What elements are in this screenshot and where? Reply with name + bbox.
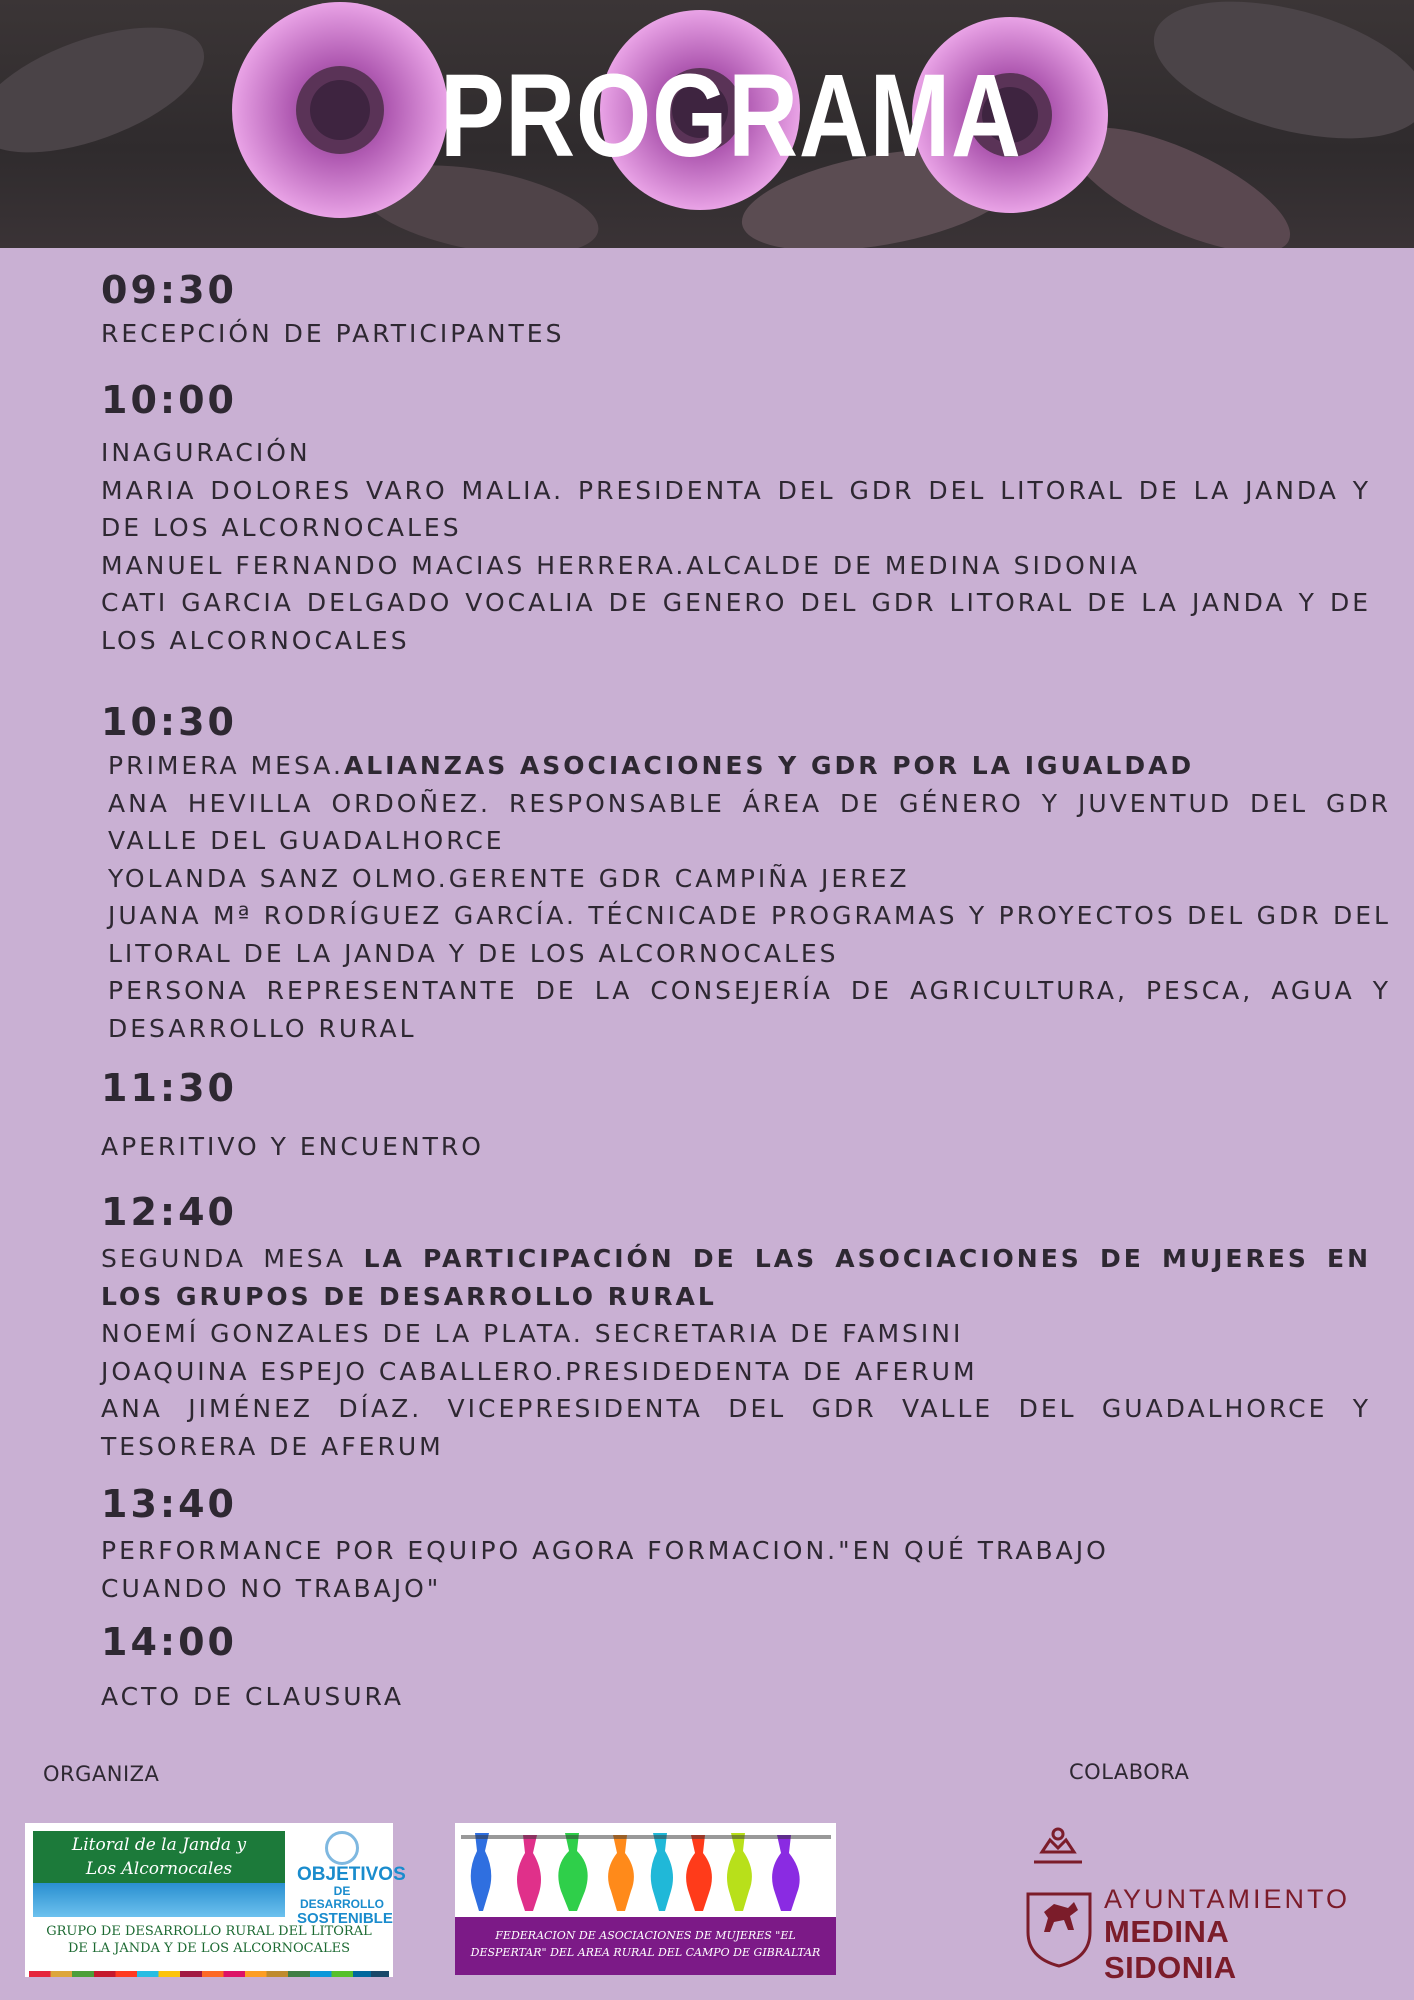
un-emblem-icon [325,1831,359,1865]
time-label: 11:30 [101,1066,237,1110]
item-line: NOEMÍ GONZALES DE LA PLATA. SECRETARIA DE FAMSINI [101,1319,964,1348]
federacion-line: FEDERACION DE ASOCIACIONES DE MUJERES "EL [495,1929,796,1942]
sdg-color-stripe [29,1971,389,1977]
item-line: CATI GARCIA DELGADO VOCALIA DE GENERO DEL GDR LITORAL DE LA JANDA Y DE LOS ALCORNOCALES [101,588,1371,655]
item-line: APERITIVO Y ENCUENTRO [101,1132,484,1161]
time-label: 12:40 [101,1190,237,1234]
item-line: MARIA DOLORES VARO MALIA. PRESIDENTA DEL GDR DEL LITORAL DE LA JANDA Y DE LOS ALCORNOCALES [101,475,1371,542]
colabora-label: COLABORA [1069,1760,1190,1784]
wave-graphic [33,1883,285,1917]
table-title-line [101,1240,1371,1315]
item-line: ANA HEVILLA ORDOÑEZ. RESPONSABLE ÁREA DE GÉNERO Y JUVENTUD DEL GDR VALLE DEL GUADALHORCE [108,788,1391,855]
program-item-1030 [101,700,1391,1047]
item-line: JOAQUINA ESPEJO CABALLERO.PRESIDEDENTA DE AFERUM [101,1356,978,1386]
ods-text: OBJETIVOS [297,1864,406,1885]
item-line: YOLANDA SANZ OLMO.GERENTE GDR CAMPIÑA JEREZ [108,863,910,893]
program-item-1130 [101,1066,1371,1166]
ods-logo [297,1831,406,1927]
page-title: PROGRAMA [439,50,1022,182]
item-line: MANUEL FERNANDO MACIAS HERRERA.ALCALDE DE MEDINA SIDONIA [101,550,1140,580]
gdr-name [33,1831,285,1883]
ayuntamiento-line1: AYUNTAMIENTO [1104,1884,1351,1914]
item-line: CUANDO NO TRABAJO" [101,1573,442,1603]
table-title-line [108,747,1391,785]
program-item-1000 [101,378,1371,659]
item-line: JUANA Mª RODRÍGUEZ GARCÍA. TÉCNICADE PROGRAMAS Y PROYECTOS DEL GDR DEL LITORAL DE LA JANDA Y DE LOS ALCORNOCALES [108,901,1391,968]
item-line: INAGURACIÓN [101,438,311,467]
table-title: LA PARTICIPACIÓN DE LAS ASOCIACIONES DE MUJERES EN LOS GRUPOS DE DESARROLLO RURAL [101,1244,1371,1311]
ayuntamiento-line2: MEDINA SIDONIA [1104,1914,1237,1985]
time-label: 10:00 [101,378,237,422]
time-label: 14:00 [101,1620,237,1664]
gdr-name-line: Litoral de la Janda y [71,1835,247,1855]
women-figures-icon [455,1823,836,1917]
gdr-name-line: Los Alcornocales [85,1859,233,1879]
time-label: 13:40 [101,1482,237,1526]
ods-text: DE DESARROLLO [300,1884,384,1911]
time-label: 10:30 [101,700,237,744]
gdr-group-line: DE LA JANDA Y DE LOS ALCORNOCALES [67,1941,350,1956]
gdr-group-name [25,1923,393,1957]
logo-ayuntamiento [1020,1822,1360,1985]
coat-of-arms-icon [1020,1822,1100,1972]
logo-gdr-litoral [25,1823,406,1977]
program-item-1340 [101,1482,1371,1607]
item-line: ANA JIMÉNEZ DÍAZ. VICEPRESIDENTA DEL GDR VALLE DEL GUADALHORCE Y TESORERA DE AFERUM [101,1394,1371,1461]
table-prefix: PRIMERA MESA. [108,751,344,780]
organiza-label: ORGANIZA [43,1762,160,1786]
item-line: PERSONA REPRESENTANTE DE LA CONSEJERÍA DE AGRICULTURA, PESCA, AGUA Y DESARROLLO RURAL [108,976,1391,1043]
program-item-1240 [101,1190,1371,1465]
program-item-0930 [101,268,1371,353]
program-item-1400 [101,1620,1371,1716]
time-label: 09:30 [101,268,237,312]
ods-text: SOSTENIBLE [297,1910,393,1927]
federacion-caption [455,1917,836,1975]
header-banner [0,0,1414,248]
gdr-group-line: GRUPO DE DESARROLLO RURAL DEL LITORAL [46,1924,372,1939]
table-prefix: SEGUNDA MESA [101,1244,364,1273]
item-line: ACTO DE CLAUSURA [101,1682,404,1711]
item-line: RECEPCIÓN DE PARTICIPANTES [101,319,565,348]
logo-federacion [455,1823,836,1975]
table-title: ALIANZAS ASOCIACIONES Y GDR POR LA IGUALDAD [343,751,1195,780]
item-line: PERFORMANCE POR EQUIPO AGORA FORMACION."EN QUÉ TRABAJO [101,1536,1109,1565]
federacion-line: DESPERTAR" DEL AREA RURAL DEL CAMPO DE GIBRALTAR [470,1946,821,1959]
